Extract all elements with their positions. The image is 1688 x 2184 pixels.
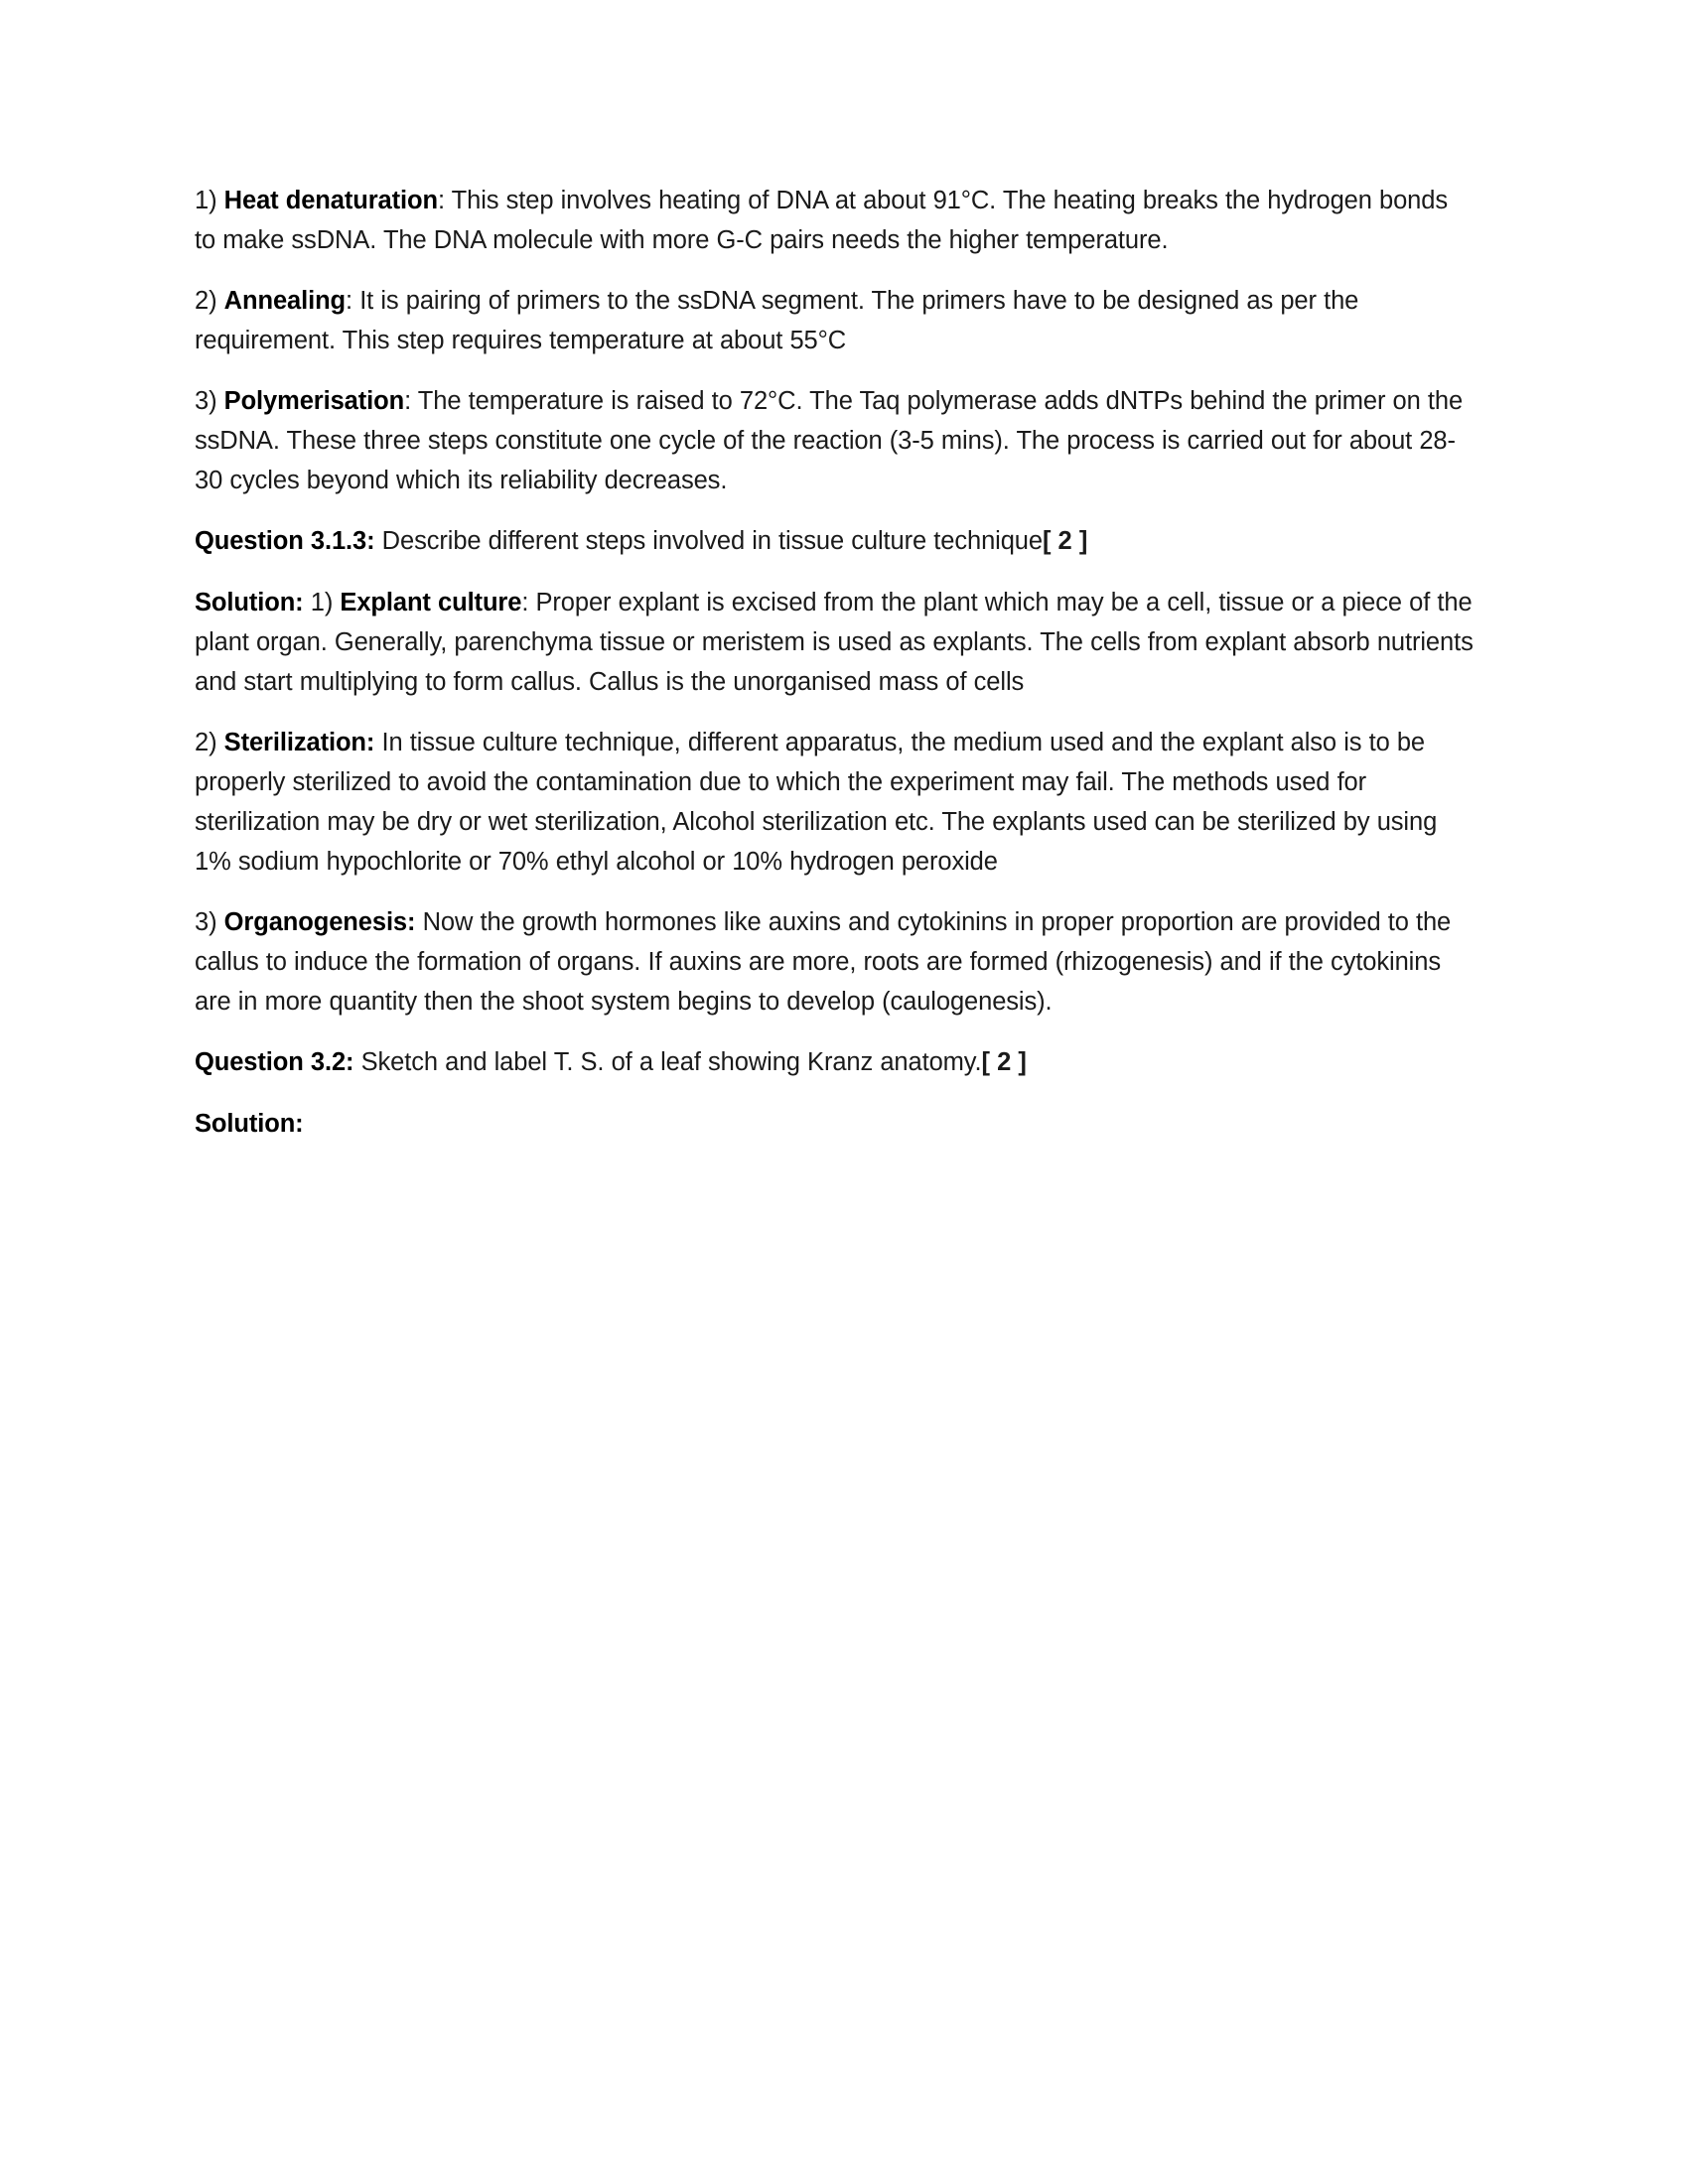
step-term: Heat denaturation [223, 187, 438, 214]
step-number: 2) [195, 287, 224, 315]
question-text: Sketch and label T. S. of a leaf showing Kranz anatomy. [353, 1048, 982, 1076]
step-term: Polymerisation [223, 387, 405, 415]
question-label: Question 3.2: [195, 1048, 354, 1076]
step-term: Sterilization: [223, 729, 375, 756]
step-number: 3) [195, 387, 224, 415]
step-body: : Proper explant is excised from the plant which may be a cell, tissue or a piece of the plant organ. Generally, parenchyma tissue or meristem is used as explants. The cells from explant absorb nutrients and start multiplying to form callus. Callus is the unorganised mass of cells [195, 589, 1474, 696]
step-body: In tissue culture technique, different apparatus, the medium used and the explant also is to be properly sterilized to avoid the contamination due to which the experiment may fail. The methods used for sterilization may be dry or wet sterilization, Alcohol sterilization etc. The explants used can be sterilized by using 1% sodium hypochlorite or 70% ethyl alcohol or 10% hydrogen peroxide [195, 729, 1438, 876]
step-body: : It is pairing of primers to the ssDNA segment. The primers have to be designed as per the requirement. This step requires temperature at about 55°C [195, 287, 1359, 354]
question-3-2 [195, 1042, 1476, 1082]
step-number: 3) [195, 908, 224, 936]
step-term: Explant culture [340, 589, 522, 616]
paragraph-sterilization [195, 723, 1476, 882]
step-body: : The temperature is raised to 72°C. The Taq polymerase adds dNTPs behind the primer on the ssDNA. These three steps constitute one cycle of the reaction (3-5 mins). The process is carried out for about 28-30 cycles beyond which its reliability decreases. [195, 387, 1464, 494]
step-number: 1) [303, 589, 341, 616]
step-term: Annealing [223, 287, 347, 315]
step-number: 2) [195, 729, 224, 756]
paragraph-heat-denaturation [195, 181, 1476, 260]
question-3-1-3 [195, 521, 1476, 561]
paragraph-polymerisation [195, 381, 1476, 500]
question-label: Question 3.1.3: [195, 527, 375, 555]
marks-badge: [ 2 ] [981, 1048, 1027, 1076]
paragraph-organogenesis [195, 902, 1476, 1022]
step-term: Organogenesis: [223, 908, 416, 936]
step-body: : This step involves heating of DNA at about 91°C. The heating breaks the hydrogen bonds to make ssDNA. The DNA molecule with more G-C pairs needs the higher temperature. [195, 187, 1448, 254]
step-body: Now the growth hormones like auxins and cytokinins in proper proportion are provided to the callus to induce the formation of organs. If auxins are more, roots are formed (rhizogenesis) and if the cytokinins are in more quantity then the shoot system begins to develop (caulogenesis). [195, 908, 1452, 1016]
solution-label: Solution: [195, 1110, 304, 1138]
step-number: 1) [195, 187, 224, 214]
marks-badge: [ 2 ] [1042, 527, 1088, 555]
document-body [195, 181, 1476, 1144]
paragraph-solution-explant-culture [195, 583, 1476, 702]
solution-label-3-2 [195, 1104, 1476, 1144]
question-text: Describe different steps involved in tissue culture technique [374, 527, 1043, 555]
solution-label: Solution: [195, 589, 304, 616]
paragraph-annealing [195, 281, 1476, 360]
